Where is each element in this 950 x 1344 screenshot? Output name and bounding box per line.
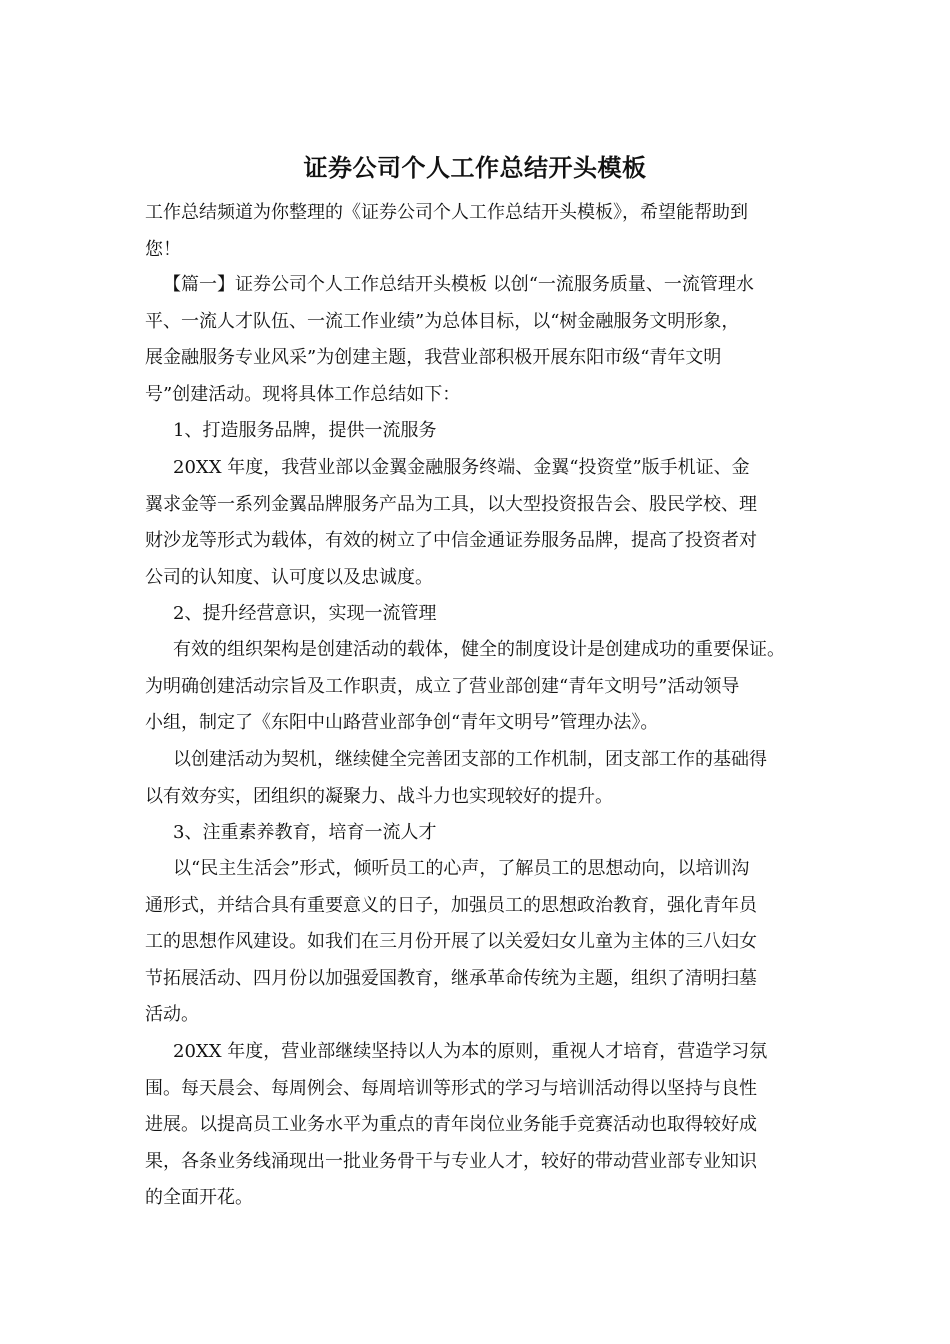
text-line: 展金融服务专业风采”为创建主题，我营业部积极开展东阳市级“青年文明 (145, 347, 722, 368)
text-line: 平、一流人才队伍、一流工作业绩”为总体目标，以“树金融服务文明形象， (145, 310, 740, 332)
text-line: 财沙龙等形式为载体，有效的树立了中信金通证券服务品牌，提高了投资者对 (145, 530, 757, 551)
body-paragraph (145, 632, 835, 742)
intro-paragraph (145, 195, 835, 268)
text-line: 1、打造服务品牌，提供一流服务 (173, 420, 437, 441)
section-heading (145, 815, 835, 852)
text-line: 20XX 年度，营业部继续坚持以人为本的原则，重视人才培育，营造学习氛 (173, 1041, 768, 1062)
text-line: 的全面开花。 (145, 1187, 253, 1208)
body-paragraph (145, 450, 835, 596)
text-line: 以创建活动为契机，继续健全完善团支部的工作机制，团支部工作的基础得 (173, 749, 767, 770)
body-paragraph (145, 1034, 835, 1217)
text-line: 【篇一】证券公司个人工作总结开头模板 以创“一流服务质量、一流管理水 (163, 274, 754, 295)
section-heading (145, 596, 835, 633)
section-heading (145, 413, 835, 450)
text-line: 2、提升经营意识，实现一流管理 (173, 603, 437, 624)
body-paragraph (145, 267, 835, 413)
text-line: 为明确创建活动宗旨及工作职责，成立了营业部创建“青年文明号”活动领导 (145, 675, 740, 697)
text-line: 通形式，并结合具有重要意义的日子，加强员工的思想政治教育，强化青年员 (145, 894, 757, 916)
text-line: 工作总结频道为你整理的《证券公司个人工作总结开头模板》，希望能帮助到 (145, 202, 748, 223)
document-title: 证券公司个人工作总结开头模板 (303, 153, 647, 182)
text-line: 节拓展活动、四月份以加强爱国教育，继承革命传统为主题，组织了清明扫墓 (145, 967, 757, 989)
body-paragraph (145, 742, 835, 815)
text-line: 有效的组织架构是创建活动的载体，健全的制度设计是创建成功的重要保证。 (173, 639, 785, 660)
text-line: 果，各条业务线涌现出一批业务骨干与专业人才，较好的带动营业部专业知识 (145, 1150, 757, 1172)
text-line: 公司的认知度、认可度以及忠诚度。 (145, 566, 433, 588)
text-line: 您！ (145, 238, 181, 260)
body-paragraph (145, 851, 835, 1034)
text-line: 3、注重素养教育，培育一流人才 (173, 822, 437, 843)
text-line: 以有效夯实，团组织的凝聚力、战斗力也实现较好的提升。 (145, 785, 613, 807)
text-line: 围。每天晨会、每周例会、每周培训等形式的学习与培训活动得以坚持与良性 (145, 1077, 757, 1099)
text-line: 号”创建活动。现将具体工作总结如下： (145, 383, 461, 405)
text-line: 活动。 (145, 1004, 199, 1025)
text-line: 小组，制定了《东阳中山路营业部争创“青年文明号”管理办法》。 (145, 712, 659, 733)
text-line: 以“民主生活会”形式，倾听员工的心声，了解员工的思想动向，以培训沟 (173, 858, 750, 879)
text-line: 20XX 年度，我营业部以金翼金融服务终端、金翼“投资堂”版手机证、金 (173, 457, 750, 478)
text-line: 进展。以提高员工业务水平为重点的青年岗位业务能手竞赛活动也取得较好成 (145, 1114, 757, 1135)
text-line: 工的思想作风建设。如我们在三月份开展了以关爱妇女儿童为主体的三八妇女 (145, 931, 757, 952)
text-line: 翼求金等一系列金翼品牌服务产品为工具，以大型投资报告会、股民学校、理 (145, 493, 757, 515)
